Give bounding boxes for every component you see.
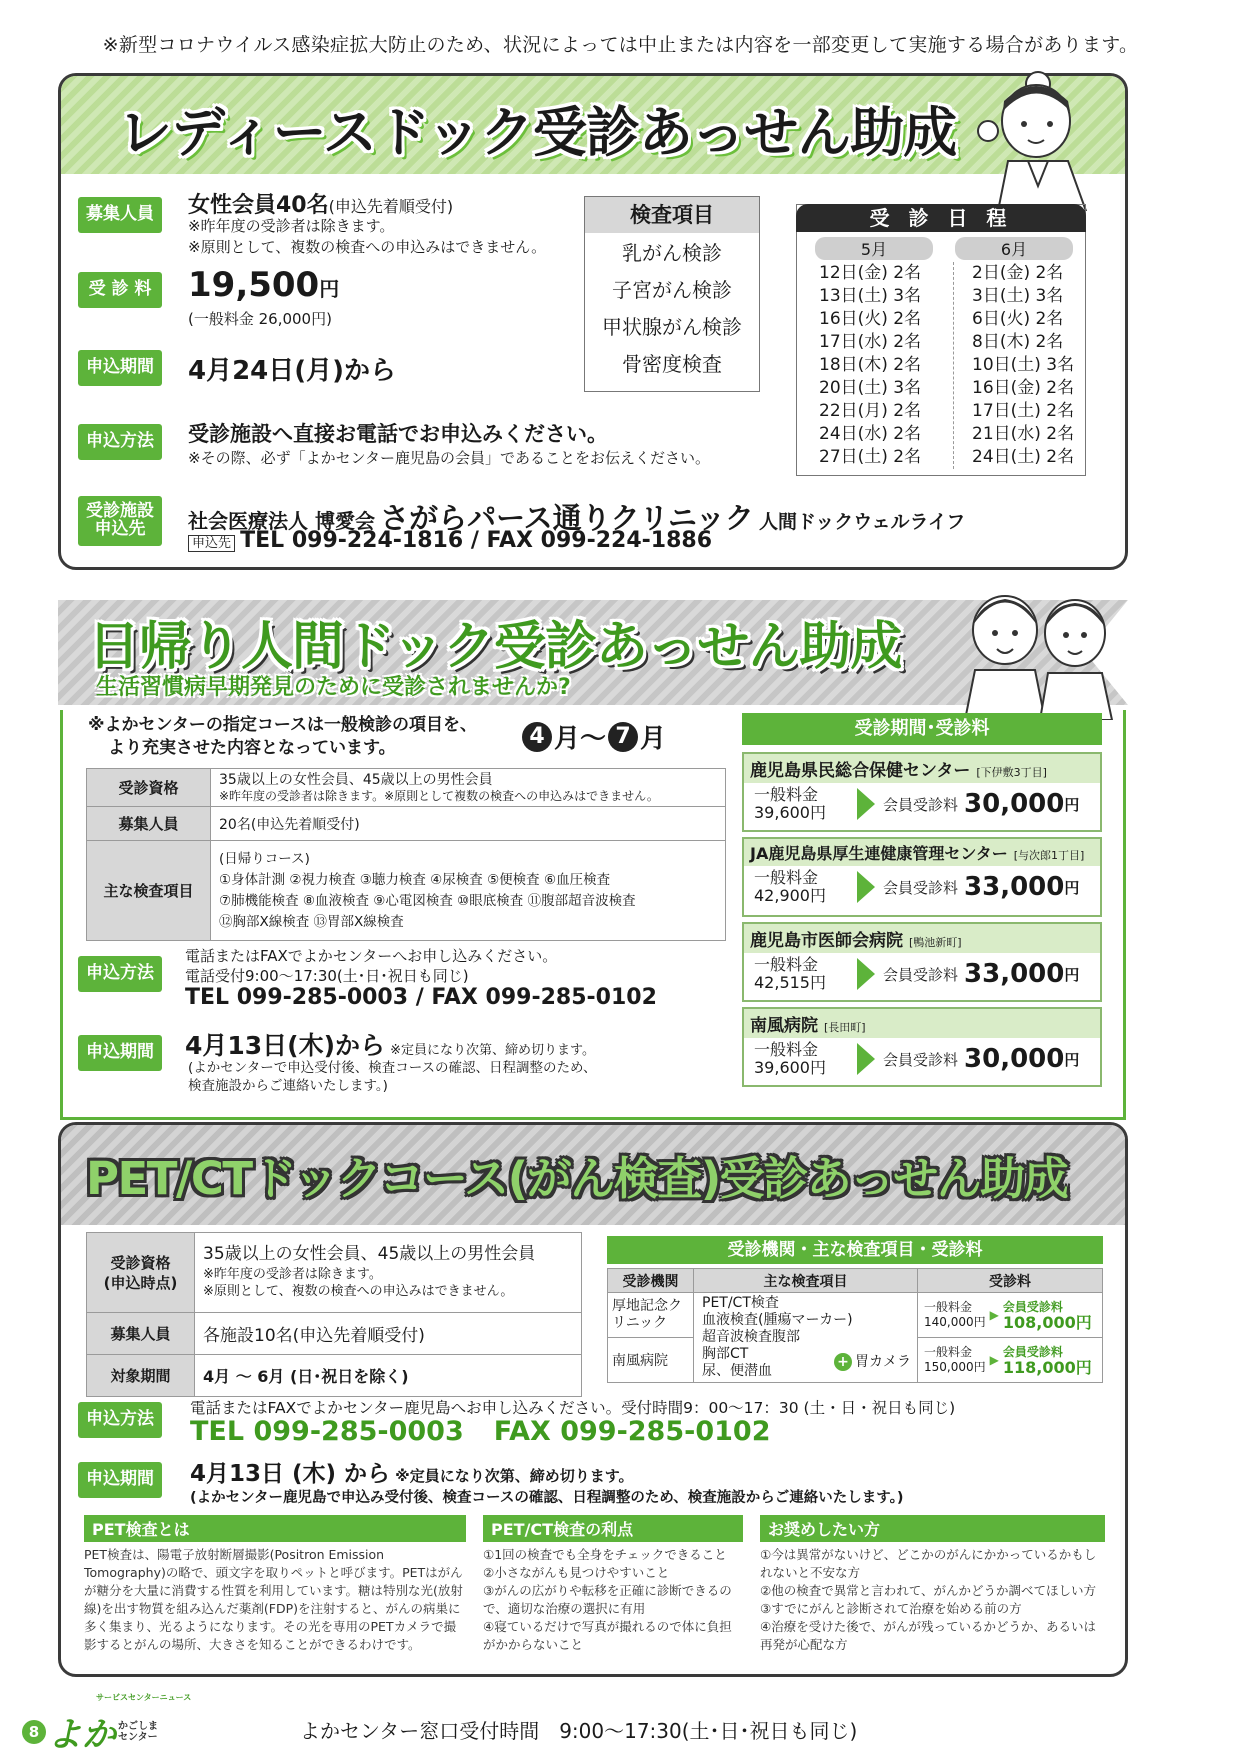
date-row: 17日(土) 2名 (972, 401, 1075, 421)
col-items: 主な検査項目 (694, 1269, 918, 1293)
date-row: 16日(金) 2名 (972, 378, 1075, 398)
date-row: 10日(土) 3名 (972, 355, 1075, 375)
day-period: 4月13日(木)から ※定員になり次第、締め切ります。 (185, 1031, 595, 1060)
day-period-sub: (よかセンターで申込受付後、検査コースの確認、日程調整のため、 検査施設からご連絡いたします。) (188, 1060, 597, 1094)
date-row: 27日(土) 2名 (819, 447, 922, 467)
arrow-icon: ▶ (989, 1352, 999, 1367)
fee-cell-2: 一般料金 150,000円 ▶ 会員受診料 118,000円 (918, 1338, 1103, 1383)
schedule-head: 受 診 日 程 (796, 204, 1086, 232)
period-label: 申込期間 (78, 350, 162, 386)
method-label: 申込方法 (78, 424, 162, 460)
logo-top: サービスセンターニュース (96, 1693, 192, 1702)
date-row: 24日(土) 2名 (972, 447, 1075, 467)
exam-item: 骨密度検査 (622, 352, 722, 376)
recruit-label: 募集人員 (78, 197, 162, 233)
pet-info-1-head: PET検査とは (84, 1515, 466, 1542)
col-fee: 受診料 (918, 1269, 1103, 1293)
pet-period-cell: 4月 〜 6月 (日･祝日を除く) (195, 1355, 582, 1397)
facility-label: 受診施設 申込先 (78, 496, 162, 546)
logo-text: よか (48, 1715, 116, 1755)
day-dock-subtitle: 生活習慣病早期発見のために受診されませんか? (96, 675, 571, 700)
elig-cell: 35歳以上の女性会員、45歳以上の男性会員 ※昨年度の受診者は除きます。※原則として複数の検査への申込みはできません。 (211, 769, 726, 807)
pet-info-3 (760, 1515, 1105, 1654)
exam-item: 子宮がん検診 (612, 278, 732, 302)
facility-name: 社会医療法人 博愛会 さがらパース通りクリニック 人間ドックウェルライフ (188, 501, 966, 535)
may-dates (819, 262, 954, 469)
facility-contact: 申込先 TEL 099-224-1816 / FAX 099-224-1886 (188, 528, 712, 553)
day-tel: TEL 099-285-0003 / FAX 099-285-0102 (185, 985, 657, 1010)
date-row: 6日(火) 2名 (972, 309, 1064, 329)
pet-info-2-head: PET/CT検査の利点 (483, 1515, 743, 1542)
pet-fee-table (607, 1268, 1103, 1383)
date-row: 18日(木) 2名 (819, 355, 922, 375)
schedule-box (796, 204, 1086, 476)
method-value: 受診施設へ直接お電話でお申込みください。 (188, 422, 608, 446)
pet-tel: TEL 099-285-0003 FAX 099-285-0102 (190, 1416, 771, 1447)
pet-apply: 4月13日 (木) から ※定員になり次第、締め切ります。 (190, 1461, 634, 1487)
fee-cell-1: 一般料金 140,000円 ▶ 会員受診料 108,000円 (918, 1293, 1103, 1338)
exam-list (585, 233, 759, 383)
pet-info-3-head: お奨めしたい方 (760, 1515, 1105, 1542)
hospital-card: 鹿児島県民総合保健センター [下伊敷3丁目] 一般料金 39,600円 会員受診料 30,000 円 (742, 752, 1102, 832)
pet-info-3-body: ①今は異常がないけど、どこかのがんにかかっているかもしれないと不安な方 ②他の検査で異常と言われて、がんかどうか調べてほしい方 ③すでにがんと診断されて治療を始める前の方 ④治療を受けた後で、がんが残っているかどうか、あるいは再発が心配な方 (760, 1547, 1097, 1652)
recruit-label: 募集人員 (87, 807, 211, 841)
logo-sub: かごしま センター (118, 1720, 158, 1743)
day-method: 電話またはFAXでよかセンターへお申し込みください。 電話受付9:00〜17:30(土･日･祝日も同じ) (185, 947, 558, 985)
exam-item: 乳がん検診 (622, 241, 722, 265)
recruit-note-1: ※昨年度の受診者は除きます。 (188, 217, 395, 235)
month-may: 5月 (815, 237, 933, 260)
pet-right-head: 受診機関・主な検査項目・受診料 (607, 1236, 1103, 1264)
footer-hours: よかセンター窓口受付時間 9:00〜17:30(土･日･祝日も同じ) (300, 1719, 858, 1743)
pet-method: 電話またはFAXでよかセンター鹿児島へお申し込みください。受付時間9：00〜17：30 (土・日・祝日も同じ) (190, 1399, 956, 1417)
method-note: ※その際、必ず「よかセンター鹿児島の会員」であることをお伝えください。 (188, 449, 710, 467)
exam-items-head: 検査項目 (585, 197, 759, 233)
woman-illustration (968, 66, 1093, 211)
pet-method-label: 申込方法 (78, 1402, 162, 1438)
day-dock-title: 日帰り人間ドック受診あっせん助成 (88, 617, 902, 677)
day-dock-intro: ※よかセンターの指定コースは一般検診の項目を、 より充実させた内容となっています。 (88, 715, 477, 758)
day-right-head: 受診期間･受診料 (742, 713, 1102, 745)
pet-info-2-body: ①1回の検査でも全身をチェックできること ②小さながんも見つけやすいこと ③がんの広がりや転移を正確に診断できるので、適切な治療の選択に有用 ④寝ているだけで写真が撮れるので体に負担がかからないこと (483, 1547, 732, 1652)
date-row: 8日(木) 2名 (972, 332, 1064, 352)
hospital-card: JA鹿児島県厚生連健康管理センター [与次郎1丁目] 一般料金 42,900円 会員受診料 33,000 円 (742, 837, 1102, 917)
pet-apply-label: 申込期間 (78, 1462, 162, 1498)
pet-elig-cell: 35歳以上の女性会員、45歳以上の男性会員 ※昨年度の受診者は除きます。 ※原則として、複数の検査への申込みはできません。 (195, 1233, 582, 1313)
plus-icon: + (834, 1353, 852, 1371)
arrow-icon: ▶ (989, 1307, 999, 1322)
pet-info-2 (483, 1515, 743, 1654)
ladies-dock-title: レディースドック受診あっせん助成 (118, 101, 957, 164)
elig-label: 受診資格 (87, 769, 211, 807)
exam-item: 甲状腺がん検診 (602, 315, 742, 339)
date-row: 22日(月) 2名 (819, 401, 922, 421)
june-dates (954, 262, 1074, 469)
couple-illustration (960, 585, 1120, 720)
exam-items-box (584, 196, 760, 392)
day-dock-months: 4 月〜 7 月 (522, 718, 666, 755)
date-row: 20日(土) 3名 (819, 378, 922, 398)
pet-period-label: 対象期間 (87, 1355, 195, 1397)
institution-cell: 厚地記念クリニック (608, 1293, 694, 1338)
recruit-cell: 20名(申込先着順受付) (211, 807, 726, 841)
hospital-card: 南風病院 [長田町] 一般料金 39,600円 会員受診料 30,000 円 (742, 1007, 1102, 1087)
date-row: 17日(水) 2名 (819, 332, 922, 352)
pet-apply-sub: (よかセンター鹿児島で申込み受付後、検査コースの確認、日程調整のため、検査施設からご連絡いたします。) (190, 1490, 904, 1506)
pet-info-1 (84, 1515, 466, 1654)
pet-recruit-cell: 各施設10名(申込先着順受付) (195, 1313, 582, 1355)
pet-ct-title: PET/CTドックコース(がん検査)受診あっせん助成 (86, 1152, 1068, 1205)
recruit-main: 女性会員40名(申込先着順受付) (188, 193, 454, 218)
footer-logo (22, 1707, 158, 1756)
page-number: 8 (22, 1720, 46, 1744)
fee-label: 受 診 料 (78, 272, 162, 308)
date-row: 2日(金) 2名 (972, 263, 1064, 283)
fee-general: (一般料金 26,000円) (188, 310, 332, 328)
day-method-label: 申込方法 (78, 956, 162, 992)
date-row: 21日(水) 2名 (972, 424, 1075, 444)
covid-notice: ※新型コロナウイルス感染症拡大防止のため、状況によっては中止または内容を一部変更して実施する場合があります。 (102, 34, 1139, 56)
date-row: 3日(土) 3名 (972, 286, 1064, 306)
pet-recruit-label: 募集人員 (87, 1313, 195, 1355)
items-cell: PET/CT検査 血液検査(腫瘍マーカー) 超音波検査腹部 胸部CT 尿、便潜血 + 胃カメラ (694, 1293, 918, 1383)
day-period-label: 申込期間 (78, 1035, 162, 1071)
month-june: 6月 (955, 237, 1073, 260)
items-label: 主な検査項目 (87, 841, 211, 941)
col-institution: 受診機関 (608, 1269, 694, 1293)
pet-ct-table (86, 1232, 582, 1397)
day-dock-table (86, 768, 726, 941)
pet-info-1-body: PET検査は、陽電子放射断層撮影(Positron Emission Tomography)の略で、頭文字を取りペットと呼びます。PETはがんが糖分を大量に消費する性質を利用しています。糖は特別な光(放射線)を出す物質を組み込んだ薬剤(FDP)を注射すると、がんの病巣に多く集まり、光るようになります。その光を専用のPETカメラで撮影するとがんの場所、大きさを知ることができるわけです。 (84, 1547, 463, 1652)
date-row: 24日(水) 2名 (819, 424, 922, 444)
date-row: 12日(金) 2名 (819, 263, 922, 283)
fee-amount: 19,500円 (188, 265, 340, 305)
hospital-card: 鹿児島市医師会病院 [鴨池新町] 一般料金 42,515円 会員受診料 33,000 円 (742, 922, 1102, 1002)
pet-elig-label: 受診資格 (申込時点) (87, 1233, 195, 1313)
recruit-note-2: ※原則として、複数の検査への申込みはできません。 (188, 238, 547, 256)
institution-cell: 南風病院 (608, 1338, 694, 1383)
items-cell: (日帰りコース) ①身体計測 ②視力検査 ③聴力検査 ④尿検査 ⑤便検査 ⑥血圧検査 ⑦肺機能検査 ⑧血液検査 ⑨心電図検査 ⑩眼底検査 ⑪腹部超音波検査 ⑫胸部X線検査 ⑬胃部X線検査 (211, 841, 726, 941)
date-row: 16日(火) 2名 (819, 309, 922, 329)
period-value: 4月24日(月)から (188, 356, 397, 386)
date-row: 13日(土) 3名 (819, 286, 922, 306)
